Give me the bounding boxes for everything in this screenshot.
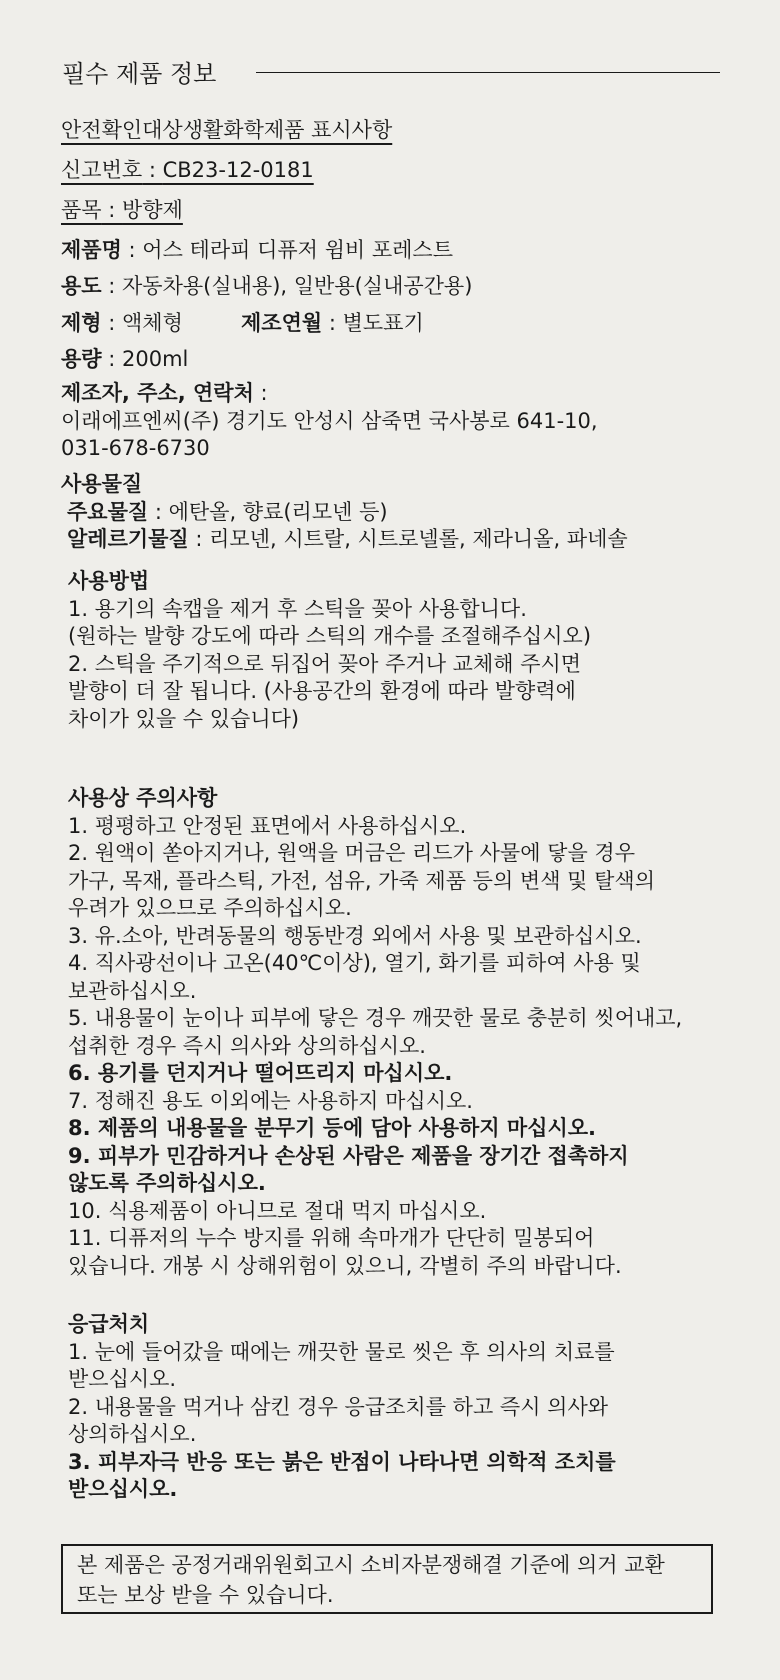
- how-to-use-heading: 사용방법: [68, 569, 150, 593]
- usage-row: [61, 272, 472, 300]
- header-divider: [256, 72, 720, 73]
- volume-label: 용량: [61, 347, 102, 371]
- form-value: : 액체형: [101, 311, 183, 335]
- first-aid-line: 받으십시오.: [68, 1367, 177, 1391]
- caution-line: 10. 식용제품이 아니므로 절대 먹지 마십시오.: [68, 1198, 487, 1223]
- product-name-value: : 어스 테라피 디퓨저 윔비 포레스트: [121, 238, 453, 262]
- first-aid-line: 3. 피부자극 반응 또는 붉은 반점이 나타나면 의학적 조치를: [68, 1449, 616, 1474]
- caution-line: 4. 직사광선이나 고온(40℃이상), 열기, 화기를 피하여 사용 및: [68, 951, 641, 975]
- how-to-use-line: 1. 용기의 속캡을 제거 후 스틱을 꽂아 사용합니다.: [68, 596, 527, 621]
- cautions-block: [68, 785, 682, 1280]
- allergen-label: 알레르기물질: [67, 527, 189, 551]
- caution-line: 않도록 주의하십시오.: [68, 1171, 266, 1195]
- how-to-use-block: [68, 568, 591, 733]
- section-header: [62, 58, 720, 90]
- caution-line: 2. 원액이 쏟아지거나, 원액을 머금은 리드가 사물에 닿을 경우: [68, 841, 635, 865]
- usage-label: 용도: [61, 274, 102, 298]
- first-aid-line: 1. 눈에 들어갔을 때에는 깨끗한 물로 씻은 후 의사의 치료를: [68, 1339, 615, 1364]
- substances-block: [61, 471, 628, 554]
- caution-line: 1. 평평하고 안정된 표면에서 사용하십시오.: [68, 813, 467, 838]
- manufacturer-address: 이래에프엔씨(주) 경기도 안성시 삼죽면 국사봉로 641-10,: [61, 408, 598, 433]
- manufacturer-phone: 031-678-6730: [61, 436, 210, 460]
- manufacture-date-label: 제조연월: [241, 311, 323, 335]
- volume-row: [61, 345, 188, 373]
- caution-line: 11. 디퓨저의 누수 방지를 위해 속마개가 단단히 밀봉되어: [68, 1226, 595, 1250]
- cautions-lines: [68, 813, 682, 1281]
- form-label: 제형: [61, 311, 102, 335]
- caution-line: 우려가 있으므로 주의하십시오.: [68, 896, 352, 920]
- first-aid-line: 받으십시오.: [68, 1477, 178, 1501]
- manufacturer-label: 제조자, 주소, 연락처: [61, 381, 254, 405]
- report-number: [61, 156, 314, 184]
- report-number-separator: :: [142, 158, 163, 182]
- usage-value: : 자동차용(실내용), 일반용(실내공간용): [101, 274, 473, 298]
- caution-line: 8. 제품의 내용물을 분무기 등에 담아 사용하지 마십시오.: [68, 1116, 597, 1140]
- caution-line: 있습니다. 개봉 시 상해위험이 있으니, 각별히 주의 바랍니다.: [68, 1253, 622, 1278]
- caution-line: 5. 내용물이 눈이나 피부에 닿은 경우 깨끗한 물로 충분히 씻어내고,: [68, 1006, 683, 1030]
- caution-line: 6. 용기를 던지거나 떨어뜨리지 마십시오.: [68, 1061, 453, 1085]
- section-title: 필수 제품 정보: [62, 60, 217, 88]
- report-number-value: CB23-12-0181: [162, 158, 314, 182]
- manufacturer-separator: :: [253, 381, 268, 405]
- volume-value: : 200ml: [101, 347, 189, 371]
- first-aid-lines: [68, 1339, 616, 1504]
- product-name-row: [61, 236, 453, 264]
- safety-label-title: 안전확인대상생활화학제품 표시사항: [61, 118, 393, 142]
- item-separator: :: [101, 198, 123, 222]
- first-aid-block: [68, 1311, 616, 1504]
- allergen-value: : 리모넨, 시트랄, 시트로넬롤, 제라니올, 파네솔: [188, 527, 628, 551]
- exchange-notice-box: [61, 1544, 713, 1614]
- manufacturer-block: [61, 380, 598, 463]
- main-substance-label: 주요물질: [67, 499, 149, 524]
- first-aid-line: 2. 내용물을 먹거나 삼킨 경우 응급조치를 하고 즉시 의사와: [68, 1394, 609, 1419]
- caution-line: 가구, 목재, 플라스틱, 가전, 섬유, 가죽 제품 등의 변색 및 탈색의: [68, 868, 655, 893]
- caution-line: 섭취한 경우 즉시 의사와 상의하십시오.: [68, 1033, 426, 1058]
- first-aid-heading: 응급처치: [68, 1312, 150, 1336]
- main-substance-value: : 에탄올, 향료(리모넨 등): [148, 499, 388, 524]
- substances-heading: 사용물질: [61, 472, 143, 496]
- item-label: 품목: [61, 198, 102, 222]
- how-to-use-line: 발향이 더 잘 됩니다. (사용공간의 환경에 따라 발향력에: [68, 679, 576, 703]
- cautions-heading: 사용상 주의사항: [68, 786, 218, 810]
- manufacture-date-value: : 별도표기: [322, 311, 424, 335]
- how-to-use-line: 차이가 있을 수 있습니다): [68, 706, 300, 731]
- caution-line: 3. 유.소아, 반려동물의 행동반경 외에서 사용 및 보관하십시오.: [68, 923, 642, 948]
- caution-line: 보관하십시오.: [68, 978, 197, 1003]
- item-value: 방향제: [122, 198, 183, 222]
- first-aid-line: 상의하십시오.: [68, 1422, 197, 1446]
- product-name-label: 제품명: [61, 238, 122, 262]
- caution-line: 9. 피부가 민감하거나 손상된 사람은 제품을 장기간 접촉하지: [68, 1143, 629, 1168]
- manufacture-date-row: [241, 309, 424, 337]
- form-row: [61, 309, 183, 337]
- how-to-use-line: 2. 스틱을 주기적으로 뒤집어 꽂아 주거나 교체해 주시면: [68, 651, 582, 676]
- report-number-label: 신고번호: [61, 158, 143, 182]
- notice-line-2: 또는 보상 받을 수 있습니다.: [77, 1583, 334, 1607]
- caution-line: 7. 정해진 용도 이외에는 사용하지 마십시오.: [68, 1088, 473, 1113]
- item-category: [61, 196, 183, 224]
- notice-line-1: 본 제품은 공정거래위원회고시 소비자분쟁해결 기준에 의거 교환: [77, 1553, 665, 1577]
- how-to-use-line: (원하는 발향 강도에 따라 스틱의 개수를 조절해주십시오): [68, 624, 592, 648]
- how-to-use-lines: [68, 596, 591, 734]
